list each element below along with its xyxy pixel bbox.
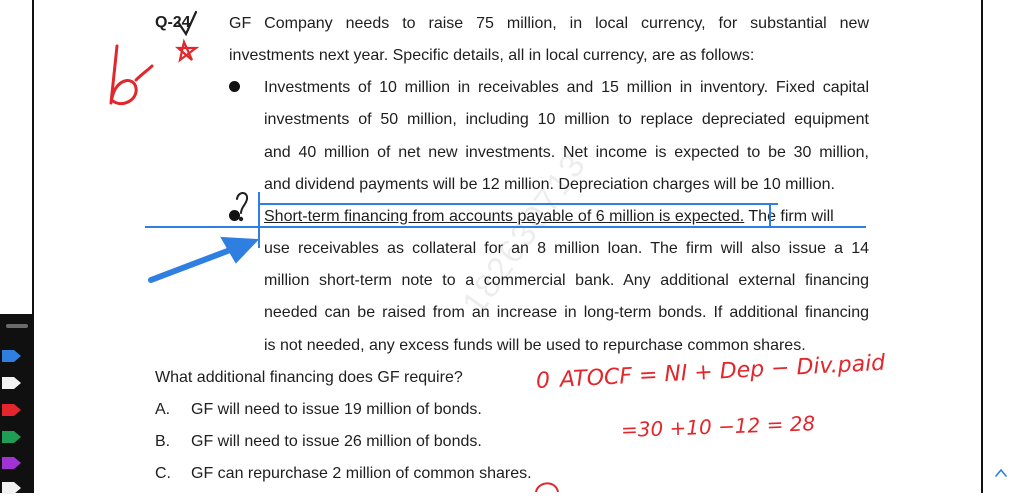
underlined-highlight-text: Short-term financing from accounts payable of 6 million is expected. bbox=[264, 208, 745, 225]
blue-arrow bbox=[151, 238, 257, 280]
intro-line-2: investments next year. Specific details, all in local currency, are as follows: bbox=[229, 47, 755, 64]
question-label: Q-24 bbox=[155, 14, 191, 31]
scroll-up-chevron-icon[interactable] bbox=[994, 466, 1008, 480]
bullet1-line-4: and dividend payments will be 12 million. Depreciation charges will be 10 million. bbox=[264, 176, 835, 193]
watermark: 182630713 bbox=[455, 145, 595, 322]
pen-tool-red-icon[interactable] bbox=[2, 402, 18, 418]
check-mark bbox=[178, 12, 196, 34]
bullet2-line-1-rest: The firm will bbox=[744, 208, 834, 225]
option-b-text[interactable]: GF will need to issue 26 million of bonds. bbox=[191, 433, 482, 450]
handwritten-note-line-2: =30 +10 −12 = 28 bbox=[620, 411, 816, 442]
option-a-text[interactable]: GF will need to issue 19 million of bonds. bbox=[191, 401, 482, 418]
pen-toolbar bbox=[0, 314, 34, 493]
red-circle-mark bbox=[536, 483, 558, 492]
bullet1-line-1: Investments of 10 million in receivables and 15 million in inventory. Fixed capital bbox=[264, 79, 869, 96]
pen-tool-blue-icon[interactable] bbox=[2, 348, 18, 364]
bullet1-line-3: and 40 million of net new investments. Net income is expected to be 30 million, bbox=[264, 144, 869, 161]
toolbar-drag-handle[interactable] bbox=[6, 324, 28, 328]
pen-tool-white-2-icon[interactable] bbox=[2, 480, 18, 496]
question-prompt: What additional financing does GF require? bbox=[155, 369, 463, 386]
pen-tool-purple-icon[interactable] bbox=[2, 455, 18, 471]
bullet2-line-5: is not needed, any excess funds will be used to repurchase common shares. bbox=[264, 337, 806, 354]
option-a-letter[interactable]: A. bbox=[155, 401, 171, 418]
pen-tool-white-icon[interactable] bbox=[2, 375, 18, 391]
pen-tool-green-icon[interactable] bbox=[2, 429, 18, 445]
bullet2-line-4: needed can be raised from an increase in long-term bonds. If additional financing bbox=[264, 304, 869, 321]
intro-line-1: GF Company needs to raise 75 million, in local currency, for substantial new bbox=[229, 15, 869, 32]
circle-mark-text: 0 bbox=[535, 368, 551, 394]
option-b-letter[interactable]: B. bbox=[155, 433, 171, 450]
bullet2-line-2: use receivables as collateral for an 8 million loan. The firm will also issue a 14 bbox=[264, 240, 869, 257]
star-mark bbox=[178, 42, 196, 60]
bullet1-line-2: investments of 50 million, including 10 million to replace depreciated equipment bbox=[264, 111, 869, 128]
handwritten-b-mark bbox=[111, 46, 152, 104]
option-c-letter[interactable]: C. bbox=[155, 465, 171, 482]
bullet2-line-3: million short-term note to a commercial bank. Any additional external financing bbox=[264, 272, 869, 289]
note-formula: ATOCF = NI + Dep − Div.paid bbox=[559, 350, 886, 393]
option-c-text[interactable]: GF can repurchase 2 million of common shares. bbox=[191, 465, 532, 482]
question-mark-scribble bbox=[237, 193, 247, 220]
